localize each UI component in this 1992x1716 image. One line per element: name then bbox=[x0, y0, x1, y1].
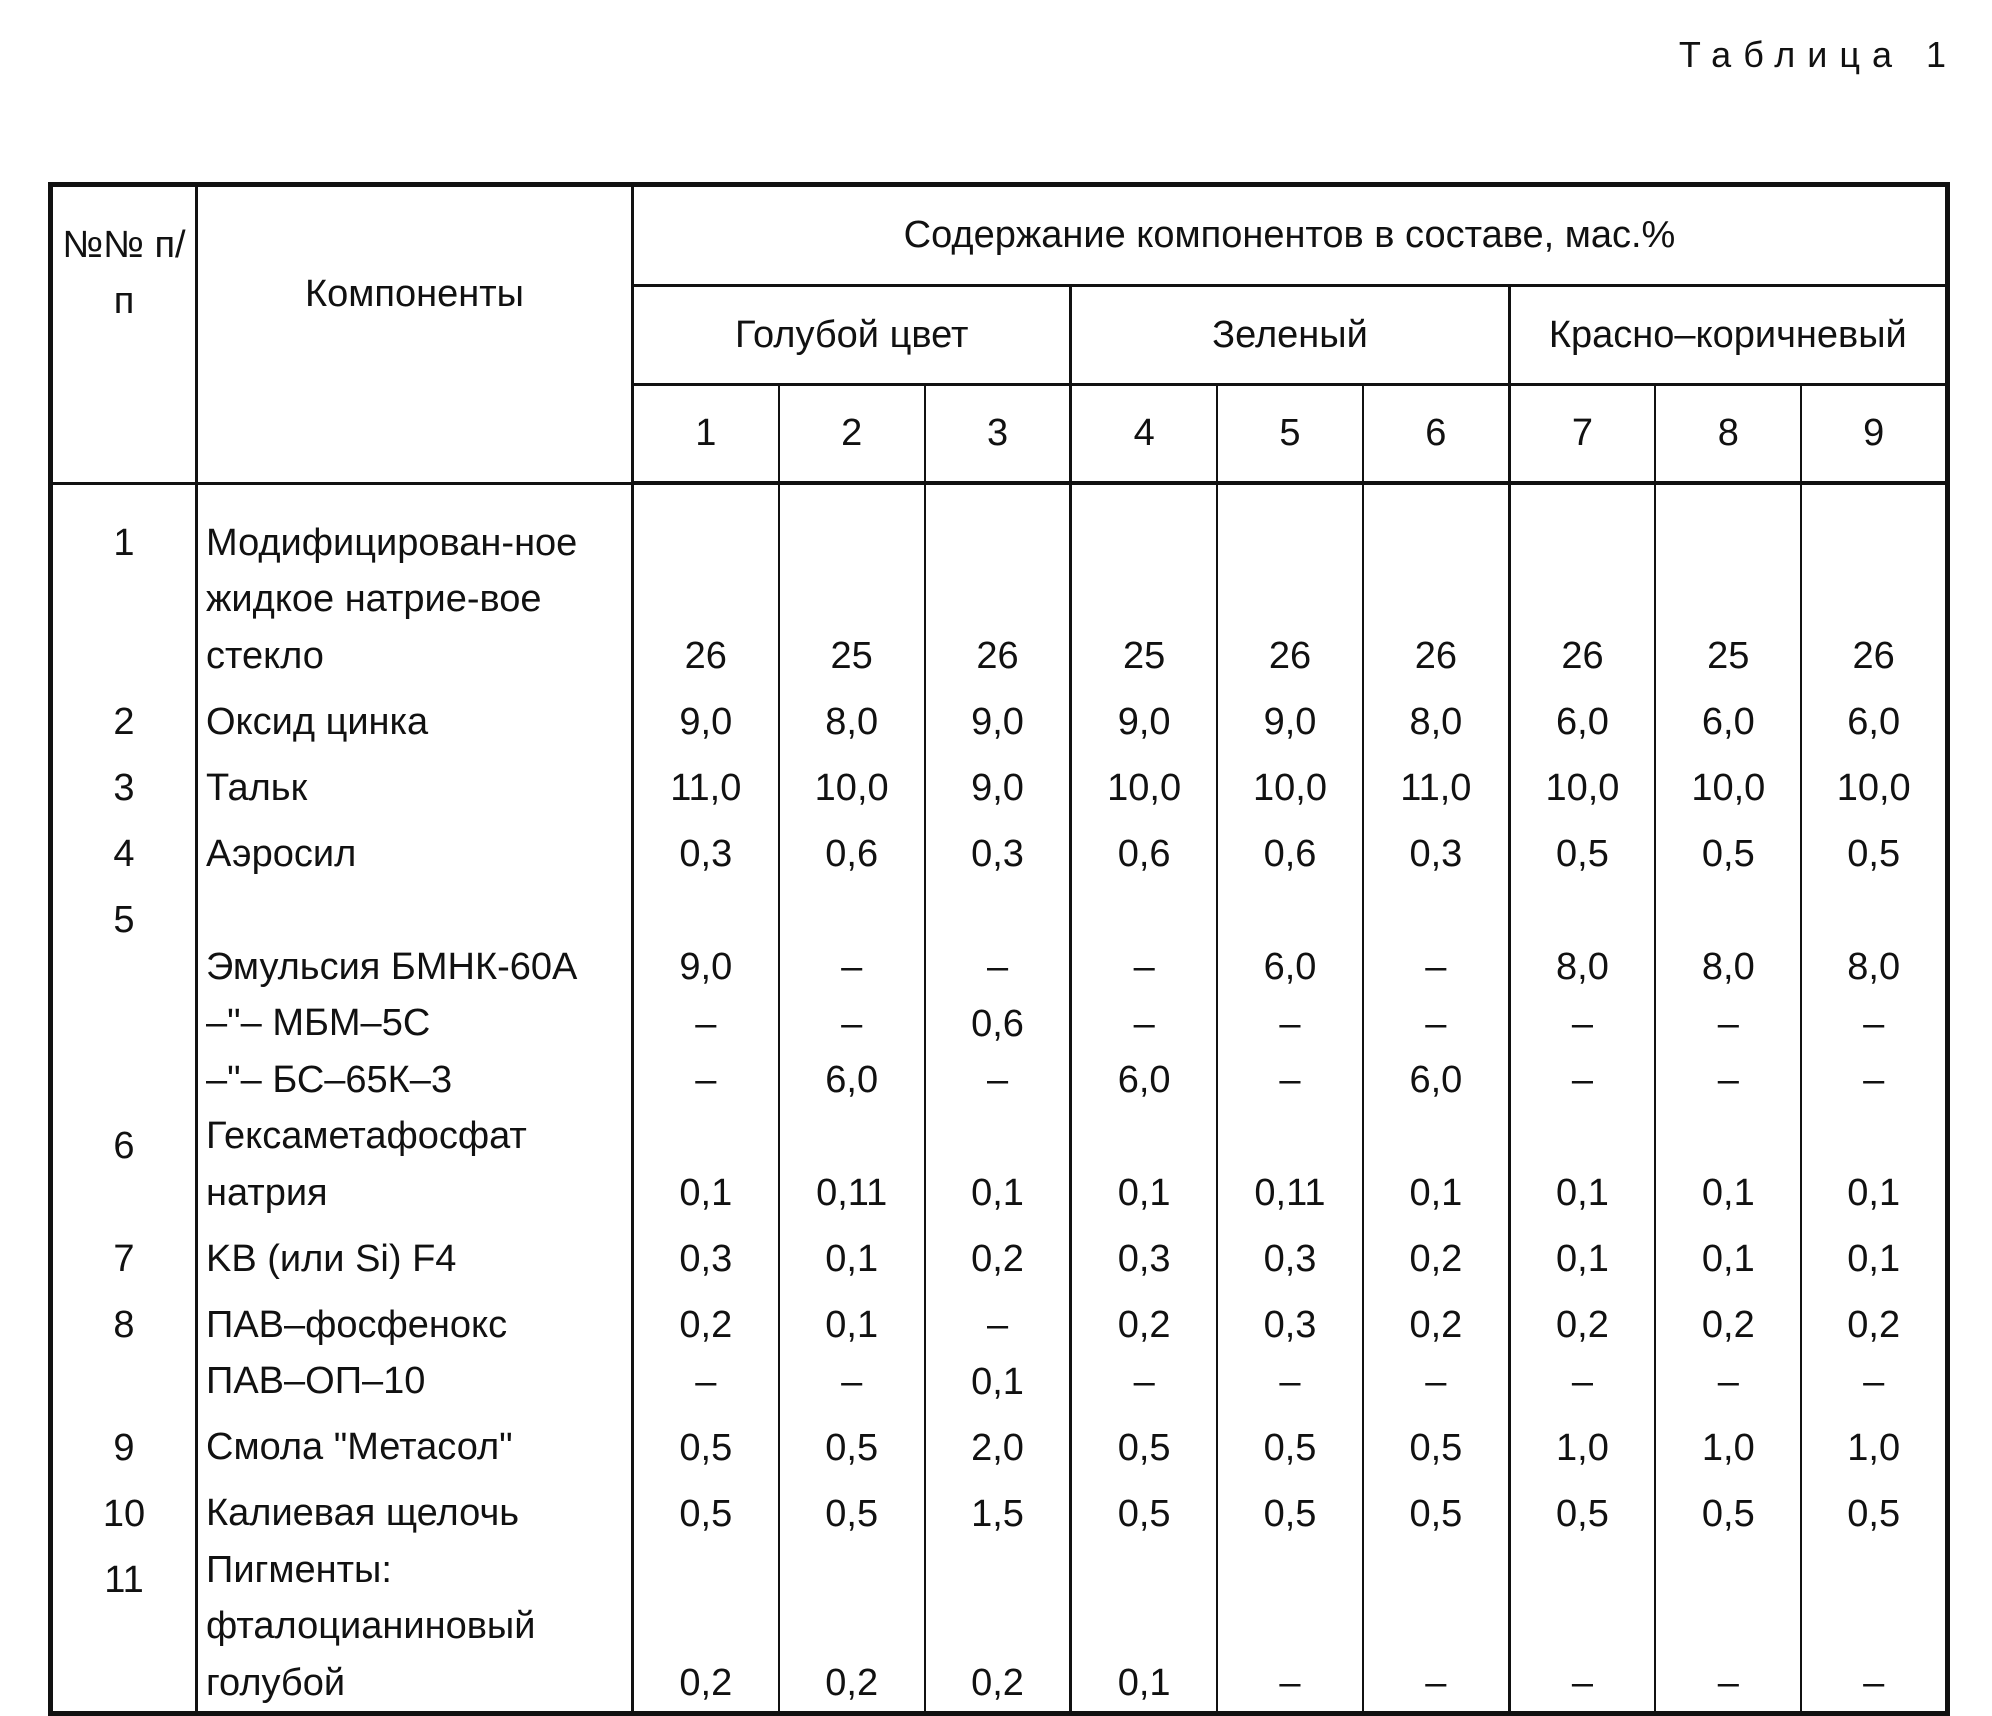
value-cell-col-6: – bbox=[1363, 1542, 1509, 1714]
table-row bbox=[51, 1221, 1948, 1287]
value-cell-col-2: 0,2 bbox=[779, 1542, 925, 1714]
component-name: Пигменты: фталоцианиновый голубой bbox=[197, 1542, 633, 1714]
row-number bbox=[51, 1052, 197, 1109]
value-cell-col-2: 0,6 bbox=[779, 816, 925, 882]
value-cell-col-2: 0,11 bbox=[779, 1108, 925, 1221]
value-cell-col-9: 8,0 bbox=[1801, 882, 1947, 995]
value-cell-col-3: 1,5 bbox=[925, 1476, 1071, 1542]
value-cell-col-4: 0,1 bbox=[1071, 1542, 1217, 1714]
value-cell-col-8: – bbox=[1655, 1353, 1801, 1410]
value-cell-col-1: 11,0 bbox=[633, 750, 779, 816]
value-cell-col-5: – bbox=[1217, 1542, 1363, 1714]
row-number: 4 bbox=[51, 816, 197, 882]
value-cell-col-5: 0,11 bbox=[1217, 1108, 1363, 1221]
value-cell-col-9: 0,5 bbox=[1801, 816, 1947, 882]
value-cell-col-6: 0,5 bbox=[1363, 1410, 1509, 1476]
value-cell-col-8: 0,1 bbox=[1655, 1108, 1801, 1221]
row-number: 8 bbox=[51, 1287, 197, 1353]
table-row bbox=[51, 1052, 1948, 1109]
value-cell-col-1: – bbox=[633, 1353, 779, 1410]
component-name: KB (или Si) F4 bbox=[197, 1221, 633, 1287]
value-cell-col-4: 25 bbox=[1071, 483, 1217, 684]
value-cell-col-3: 0,3 bbox=[925, 816, 1071, 882]
value-cell-col-6: 26 bbox=[1363, 483, 1509, 684]
value-cell-col-3: 9,0 bbox=[925, 684, 1071, 750]
value-cell-col-3: 26 bbox=[925, 483, 1071, 684]
value-cell-col-1: 0,2 bbox=[633, 1287, 779, 1353]
row-number bbox=[51, 1353, 197, 1410]
header-col-6: 6 bbox=[1363, 385, 1509, 484]
table-row bbox=[51, 1410, 1948, 1476]
value-cell-col-3: 0,1 bbox=[925, 1108, 1071, 1221]
value-cell-col-7: 1,0 bbox=[1509, 1410, 1655, 1476]
value-cell-col-3: 9,0 bbox=[925, 750, 1071, 816]
value-cell-col-8: 6,0 bbox=[1655, 684, 1801, 750]
table-row bbox=[51, 1476, 1948, 1542]
value-cell-col-4: 0,2 bbox=[1071, 1287, 1217, 1353]
row-number bbox=[51, 995, 197, 1052]
table-caption: Таблица 1 bbox=[1678, 34, 1958, 75]
value-cell-col-7: – bbox=[1509, 1542, 1655, 1714]
value-cell-col-8: 25 bbox=[1655, 483, 1801, 684]
value-cell-col-2: – bbox=[779, 995, 925, 1052]
table-row bbox=[51, 1353, 1948, 1410]
component-name: –"– БС–65К–3 bbox=[197, 1052, 633, 1109]
value-cell-col-7: 8,0 bbox=[1509, 882, 1655, 995]
value-cell-col-7: – bbox=[1509, 1353, 1655, 1410]
header-col-4: 4 bbox=[1071, 385, 1217, 484]
value-cell-col-2: 25 bbox=[779, 483, 925, 684]
value-cell-col-1: – bbox=[633, 1052, 779, 1109]
value-cell-col-8: – bbox=[1655, 1052, 1801, 1109]
value-cell-col-8: 10,0 bbox=[1655, 750, 1801, 816]
header-group-blue: Голубой цвет bbox=[633, 286, 1071, 385]
header-col-1: 1 bbox=[633, 385, 779, 484]
header-col-2: 2 bbox=[779, 385, 925, 484]
value-cell-col-6: – bbox=[1363, 995, 1509, 1052]
value-cell-col-7: – bbox=[1509, 995, 1655, 1052]
value-cell-col-6: 0,2 bbox=[1363, 1221, 1509, 1287]
value-cell-col-6: 0,5 bbox=[1363, 1476, 1509, 1542]
header-group-red-brown: Красно–коричневый bbox=[1509, 286, 1947, 385]
value-cell-col-8: 1,0 bbox=[1655, 1410, 1801, 1476]
value-cell-col-8: 8,0 bbox=[1655, 882, 1801, 995]
composition-table bbox=[48, 182, 1950, 1716]
value-cell-col-2: 10,0 bbox=[779, 750, 925, 816]
value-cell-col-3: – bbox=[925, 882, 1071, 995]
value-cell-col-1: 26 bbox=[633, 483, 779, 684]
value-cell-col-7: 0,5 bbox=[1509, 1476, 1655, 1542]
value-cell-col-5: – bbox=[1217, 1052, 1363, 1109]
table-row bbox=[51, 816, 1948, 882]
value-cell-col-2: – bbox=[779, 1353, 925, 1410]
value-cell-col-7: 6,0 bbox=[1509, 684, 1655, 750]
value-cell-col-1: 0,5 bbox=[633, 1410, 779, 1476]
table-row bbox=[51, 483, 1948, 684]
component-name: ПАВ–фосфенокс bbox=[197, 1287, 633, 1353]
header-col-5: 5 bbox=[1217, 385, 1363, 484]
value-cell-col-2: 8,0 bbox=[779, 684, 925, 750]
value-cell-col-7: – bbox=[1509, 1052, 1655, 1109]
value-cell-col-9: 10,0 bbox=[1801, 750, 1947, 816]
value-cell-col-7: 0,1 bbox=[1509, 1221, 1655, 1287]
value-cell-col-5: 0,3 bbox=[1217, 1221, 1363, 1287]
row-number: 2 bbox=[51, 684, 197, 750]
value-cell-col-8: – bbox=[1655, 1542, 1801, 1714]
value-cell-col-5: 0,6 bbox=[1217, 816, 1363, 882]
header-col-9: 9 bbox=[1801, 385, 1947, 484]
value-cell-col-6: 0,3 bbox=[1363, 816, 1509, 882]
value-cell-col-1: 0,2 bbox=[633, 1542, 779, 1714]
value-cell-col-2: 6,0 bbox=[779, 1052, 925, 1109]
value-cell-col-3: – bbox=[925, 1287, 1071, 1353]
value-cell-col-6: – bbox=[1363, 1353, 1509, 1410]
value-cell-col-5: 10,0 bbox=[1217, 750, 1363, 816]
value-cell-col-6: 8,0 bbox=[1363, 684, 1509, 750]
value-cell-col-5: 0,5 bbox=[1217, 1476, 1363, 1542]
table-row bbox=[51, 1542, 1948, 1714]
row-number: 11 bbox=[51, 1542, 197, 1714]
value-cell-col-4: 0,3 bbox=[1071, 1221, 1217, 1287]
value-cell-col-3: 0,6 bbox=[925, 995, 1071, 1052]
value-cell-col-6: 6,0 bbox=[1363, 1052, 1509, 1109]
value-cell-col-1: – bbox=[633, 995, 779, 1052]
table-row bbox=[51, 882, 1948, 995]
value-cell-col-4: – bbox=[1071, 995, 1217, 1052]
component-name: –"– МБМ–5С bbox=[197, 995, 633, 1052]
value-cell-col-3: 0,1 bbox=[925, 1353, 1071, 1410]
value-cell-col-7: 0,5 bbox=[1509, 816, 1655, 882]
value-cell-col-7: 26 bbox=[1509, 483, 1655, 684]
row-number: 6 bbox=[51, 1108, 197, 1221]
row-number: 10 bbox=[51, 1476, 197, 1542]
header-col-7: 7 bbox=[1509, 385, 1655, 484]
value-cell-col-9: 26 bbox=[1801, 483, 1947, 684]
value-cell-col-9: 0,1 bbox=[1801, 1108, 1947, 1221]
header-group-green: Зеленый bbox=[1071, 286, 1509, 385]
value-cell-col-4: 0,5 bbox=[1071, 1476, 1217, 1542]
row-number: 3 bbox=[51, 750, 197, 816]
value-cell-col-3: – bbox=[925, 1052, 1071, 1109]
value-cell-col-4: 0,5 bbox=[1071, 1410, 1217, 1476]
value-cell-col-6: 0,1 bbox=[1363, 1108, 1509, 1221]
header-col-3: 3 bbox=[925, 385, 1071, 484]
component-name: Тальк bbox=[197, 750, 633, 816]
component-name: Модифицирован-ное жидкое натрие-вое стекло bbox=[197, 483, 633, 684]
value-cell-col-4: 9,0 bbox=[1071, 684, 1217, 750]
component-name: Эмульсия БМНК-60А bbox=[197, 882, 633, 995]
value-cell-col-3: 0,2 bbox=[925, 1542, 1071, 1714]
value-cell-col-9: – bbox=[1801, 1542, 1947, 1714]
value-cell-col-9: 0,2 bbox=[1801, 1287, 1947, 1353]
value-cell-col-8: – bbox=[1655, 995, 1801, 1052]
value-cell-col-8: 0,5 bbox=[1655, 816, 1801, 882]
value-cell-col-5: 6,0 bbox=[1217, 882, 1363, 995]
component-name: Оксид цинка bbox=[197, 684, 633, 750]
row-number: 5 bbox=[51, 882, 197, 995]
value-cell-col-9: 0,1 bbox=[1801, 1221, 1947, 1287]
value-cell-col-9: 6,0 bbox=[1801, 684, 1947, 750]
value-cell-col-4: 10,0 bbox=[1071, 750, 1217, 816]
value-cell-col-1: 0,5 bbox=[633, 1476, 779, 1542]
value-cell-col-1: 9,0 bbox=[633, 882, 779, 995]
table-row bbox=[51, 1287, 1948, 1353]
row-number: 7 bbox=[51, 1221, 197, 1287]
component-name: Аэросил bbox=[197, 816, 633, 882]
value-cell-col-2: 0,5 bbox=[779, 1410, 925, 1476]
value-cell-col-9: 0,5 bbox=[1801, 1476, 1947, 1542]
value-cell-col-4: 6,0 bbox=[1071, 1052, 1217, 1109]
table-row bbox=[51, 750, 1948, 816]
value-cell-col-3: 2,0 bbox=[925, 1410, 1071, 1476]
value-cell-col-1: 9,0 bbox=[633, 684, 779, 750]
value-cell-col-9: – bbox=[1801, 1353, 1947, 1410]
value-cell-col-9: – bbox=[1801, 995, 1947, 1052]
table-row bbox=[51, 995, 1948, 1052]
value-cell-col-4: 0,1 bbox=[1071, 1108, 1217, 1221]
value-cell-col-6: 11,0 bbox=[1363, 750, 1509, 816]
value-cell-col-8: 0,1 bbox=[1655, 1221, 1801, 1287]
component-name: ПАВ–ОП–10 bbox=[197, 1353, 633, 1410]
value-cell-col-2: 0,1 bbox=[779, 1287, 925, 1353]
value-cell-col-8: 0,5 bbox=[1655, 1476, 1801, 1542]
value-cell-col-9: 1,0 bbox=[1801, 1410, 1947, 1476]
value-cell-col-3: 0,2 bbox=[925, 1221, 1071, 1287]
table-row bbox=[51, 1108, 1948, 1221]
value-cell-col-9: – bbox=[1801, 1052, 1947, 1109]
component-name: Смола "Метасол" bbox=[197, 1410, 633, 1476]
header-content: Содержание компонентов в составе, мас.% bbox=[633, 185, 1948, 286]
value-cell-col-7: 0,2 bbox=[1509, 1287, 1655, 1353]
value-cell-col-4: 0,6 bbox=[1071, 816, 1217, 882]
value-cell-col-5: 26 bbox=[1217, 483, 1363, 684]
value-cell-col-6: 0,2 bbox=[1363, 1287, 1509, 1353]
value-cell-col-7: 0,1 bbox=[1509, 1108, 1655, 1221]
value-cell-col-5: 0,3 bbox=[1217, 1287, 1363, 1353]
row-number: 1 bbox=[51, 483, 197, 684]
row-number: 9 bbox=[51, 1410, 197, 1476]
header-col-8: 8 bbox=[1655, 385, 1801, 484]
value-cell-col-5: 9,0 bbox=[1217, 684, 1363, 750]
value-cell-col-4: – bbox=[1071, 1353, 1217, 1410]
value-cell-col-7: 10,0 bbox=[1509, 750, 1655, 816]
value-cell-col-5: – bbox=[1217, 995, 1363, 1052]
value-cell-col-2: – bbox=[779, 882, 925, 995]
component-name: Гексаметафосфат натрия bbox=[197, 1108, 633, 1221]
component-name: Калиевая щелочь bbox=[197, 1476, 633, 1542]
header-num: №№ п/п bbox=[51, 185, 197, 484]
value-cell-col-2: 0,5 bbox=[779, 1476, 925, 1542]
value-cell-col-5: 0,5 bbox=[1217, 1410, 1363, 1476]
value-cell-col-1: 0,3 bbox=[633, 1221, 779, 1287]
header-components: Компоненты bbox=[197, 185, 633, 484]
value-cell-col-4: – bbox=[1071, 882, 1217, 995]
value-cell-col-8: 0,2 bbox=[1655, 1287, 1801, 1353]
value-cell-col-2: 0,1 bbox=[779, 1221, 925, 1287]
value-cell-col-1: 0,1 bbox=[633, 1108, 779, 1221]
value-cell-col-6: – bbox=[1363, 882, 1509, 995]
value-cell-col-5: – bbox=[1217, 1353, 1363, 1410]
table-body bbox=[51, 483, 1948, 1714]
value-cell-col-1: 0,3 bbox=[633, 816, 779, 882]
table-row bbox=[51, 684, 1948, 750]
